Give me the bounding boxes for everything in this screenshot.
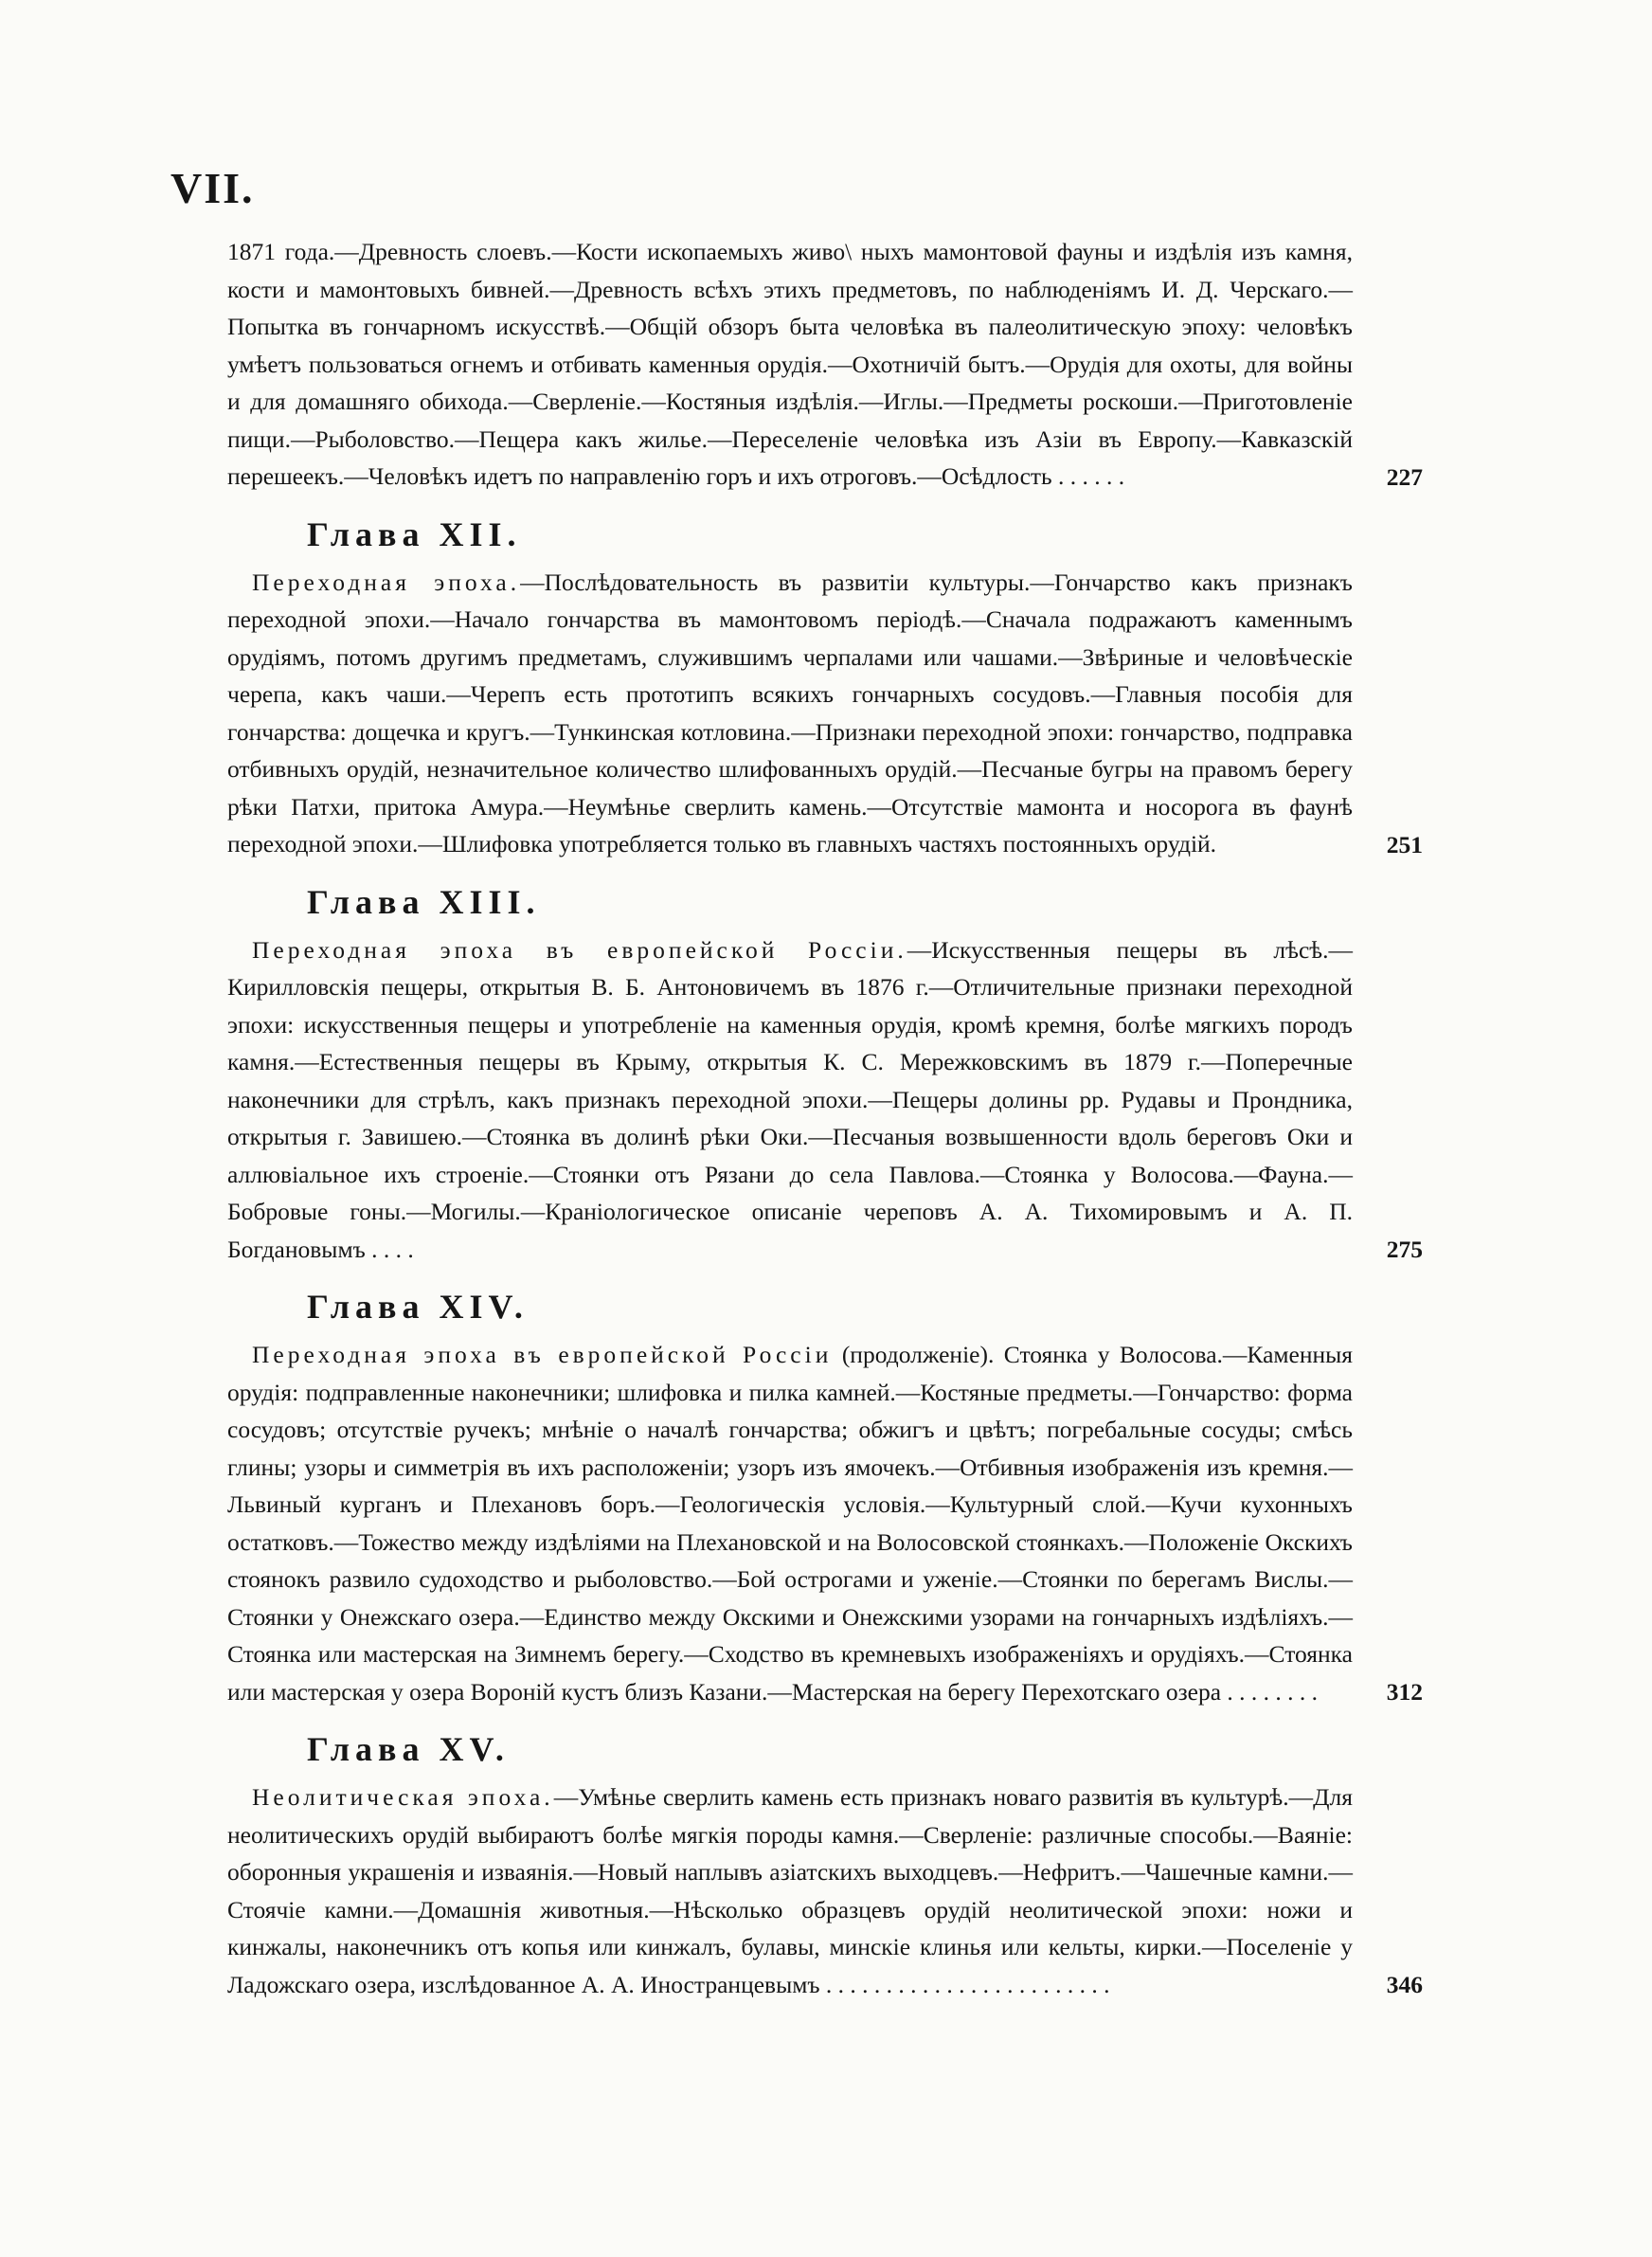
page-reference: 312: [1386, 1678, 1423, 1706]
toc-entry: [227, 1336, 1423, 1710]
toc-entry: [227, 931, 1423, 1269]
entry-body: —Умѣнье сверлить камень есть признакъ новаго развитія въ культурѣ.—Для неолитическихъ орудій выбираютъ болѣе мягкія породы камня.—Сверленіе: различные способы.—Ваяніе: оборонныя украшенія и изваянія.—Новый наплывъ азіатскихъ выходцевъ.—Нефритъ.—Чашечные камни.—Стоячіе камни.—Домашнія животныя.—Нѣсколько образцевъ орудій неолитической эпохи: ножи и кинжалы, наконечникъ отъ копья или кинжалъ, булавы, минскіе клинья или кельты, кирки.—Поселеніе у Ладожскаго озера, изслѣдованное А. А. Иностранцевымъ . . . . . . . . . . . . . . . . . . . . . . . .: [227, 1783, 1353, 1998]
entry-text: [227, 1336, 1353, 1710]
page-reference: 227: [1386, 462, 1423, 491]
entry-text: [227, 931, 1353, 1269]
entry-body: (продолженіе). Стоянка у Волосова.—Каменныя орудія: подправленные наконечники; шлифовка и пилка камней.—Костяные предметы.—Гончарство: форма сосудовъ; отсутствіе ручекъ; мнѣніе о началѣ гончарства; обжигъ и цвѣтъ; погребальные сосуды; смѣсь глины; узоры и симметрія въ ихъ расположеніи; узоръ изъ ямочекъ.—Отбивныя изображенія изъ кремня.—Львиный курганъ и Плехановъ боръ.—Геологическія условія.—Культурный слой.—Кучи кухонныхъ остатковъ.—Тожество между издѣліями на Плехановской и на Волосовской стоянкахъ.—Положеніе Окскихъ стоянокъ развило судоходство и рыболовство.—Бой острогами и уженіе.—Стоянки по берегамъ Вислы.—Стоянки у Онежскаго озера.—Единство между Окскими и Онежскими узорами на гончарныхъ издѣліяхъ.—Стоянка или мастерская на Зимнемъ берегу.—Сходство въ кремневыхъ изображеніяхъ и орудіяхъ.—Стоянка или мастерская у озера Воронiй кустъ близъ Казани.—Мастерская на берегу Перехотскаго озера . . . . . . . .: [227, 1341, 1353, 1706]
chapter-heading: Глава XII.: [307, 515, 522, 553]
page-number: VII.: [171, 164, 255, 212]
page-reference: 251: [1386, 830, 1423, 858]
chapter-section-xi-continued: [227, 233, 1423, 496]
page-reference: 346: [1386, 1971, 1423, 1998]
toc-entry: [227, 1779, 1423, 2003]
chapter-heading: Глава XIV.: [307, 1288, 529, 1326]
chapter-section-xii: [227, 511, 1423, 863]
page-reference: 275: [1386, 1236, 1423, 1263]
entry-text: [227, 1779, 1353, 2003]
entry-opening: Переходная эпоха въ европейской Россіи: [252, 1341, 833, 1368]
entry-body: —Послѣдовательность въ развитіи культуры.—Гончарство какъ признакъ переходной эпохи.—Начало гончарства въ мамонтовомъ періодѣ.—Сначала подражаютъ каменнымъ орудіямъ, потомъ другимъ предметамъ, служившимъ черпалами или чашами.—Звѣриные и человѣческіе черепа, какъ чаши.—Черепъ есть прототипъ всякихъ гончарныхъ сосудовъ.—Главныя пособія для гончарства: дощечка и кругъ.—Тункинская котловина.—Признаки переходной эпохи: гончарство, подправка отбивныхъ орудій, незначительное количество шлифованныхъ орудій.—Песчаные бугры на правомъ берегу рѣки Патхи, притока Амура.—Неумѣнье сверлить камень.—Отсутствіе мамонта и носорога въ фаунѣ переходной эпохи.—Шлифовка употребляется только въ главныхъ частяхъ постоянныхъ орудій.: [227, 568, 1353, 858]
chapter-heading: Глава XIII.: [307, 882, 541, 921]
entry-body: 1871 года.—Древность слоевъ.—Кости ископаемыхъ живо\ ныхъ мамонтовой фауны и издѣлія изъ камня, кости и мамонтовыхъ бивней.—Древность всѣхъ этихъ предметовъ, по наблюденіямъ И. Д. Черскаго.—Попытка въ гончарномъ искусствѣ.—Общій обзоръ быта человѣка въ палеолитическую эпоху: человѣкъ умѣетъ пользоваться огнемъ и отбивать каменныя орудія.—Охотничій бытъ.—Орудія для охоты, для войны и для домашняго обихода.—Сверленіе.—Костяныя издѣлія.—Иглы.—Предметы роскоши.—Приготовленіе пищи.—Рыболовство.—Пещера какъ жилье.—Переселеніе человѣка изъ Азіи въ Европу.—Кавказскій перешеекъ.—Человѣкъ идетъ по направленію горъ и ихъ отроговъ.—Осѣдлость . . . . . .: [227, 238, 1353, 490]
entry-opening: Переходная эпоха въ европейской Россіи.: [252, 935, 907, 964]
entry-opening: Неолитическая эпоха.: [252, 1783, 554, 1811]
table-of-contents: [227, 233, 1423, 2018]
toc-entry: [227, 233, 1423, 496]
chapter-section-xiv: [227, 1283, 1423, 1710]
entry-body: —Искусственныя пещеры въ лѣсѣ.—Кирилловскія пещеры, открытыя В. Б. Антоновичемъ въ 1876 г.—Отличительные признаки переходной эпохи: искусственныя пещеры и употребленіе на каменныя орудія, кромѣ кремня, болѣе мягкихъ породъ камня.—Естественныя пещеры въ Крыму, открытыя К. С. Мережковскимъ въ 1879 г.—Поперечные наконечники для стрѣлъ, какъ признакъ переходной эпохи.—Пещеры долины рр. Рудавы и Прондника, открытыя г. Завишею.—Стоянка въ долинѣ рѣки Оки.—Песчаныя возвышенности вдоль береговъ Оки и аллювіальное ихъ строеніе.—Стоянки отъ Рязани до села Павлова.—Стоянка у Волосова.—Фауна.—Бобровые гоны.—Могилы.—Краніологическое описаніе череповъ А. А. Тихомировымъ и А. П. Богдановымъ . . . .: [227, 935, 1353, 1263]
chapter-heading: Глава XV.: [307, 1730, 510, 1768]
entry-opening: Переходная эпоха.: [252, 568, 521, 596]
entry-text: [227, 564, 1353, 863]
entry-text: [227, 233, 1353, 496]
chapter-section-xiii: [227, 878, 1423, 1269]
chapter-section-xv: [227, 1725, 1423, 2003]
toc-entry: [227, 564, 1423, 863]
